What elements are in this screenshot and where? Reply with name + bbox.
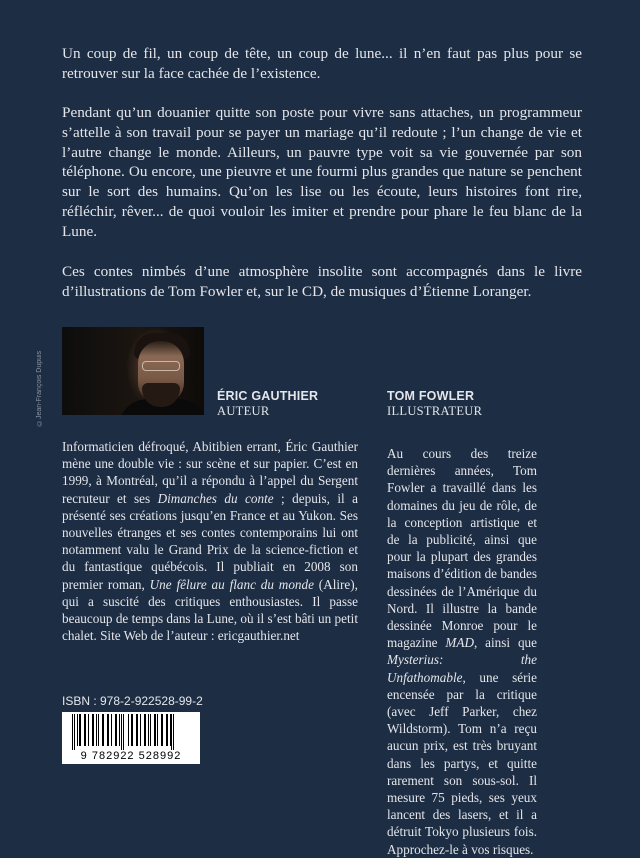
barcode-bar [119,714,120,746]
author-bio-text-2: ; depuis, il a présenté ses créations jusqu’en France et au Yukon. Ses nouvelles étranges et ses contes contemporains lui ont notamment valu le Grand Prix de la science-fiction et du fantastique québécois. Il publiait en 2008 son premier roman, [62,490,358,592]
illustrator-bio-text-2: , ainsi que [473,635,537,651]
barcode [62,712,200,764]
illustrator-bio-text-1: Au cours des treize dernières années, Tom Fowler a travaillé dans les domaines du jeu de rôle, de la conception artistique et de la publicité, ainsi que pour la plupart des grandes maisons d’édition de bandes dessinées de l’Amérique du Nord. Il illustre la bande dessinée Monroe pour le magazine [387,446,537,651]
author-bio-text-3: (Alire), qui a suscité des critiques enthousiastes. Il passe beaucoup de temps dans la Lune, où il s’est bâti un petit chalet. Site Web de l’auteur : ericgauthier.net [62,576,358,644]
barcode-bar [72,714,73,750]
barcode-bar [128,714,129,746]
barcode-bar [96,714,97,746]
illustrator-bio-title-2: Mysterius: the Unfathomable [387,652,537,685]
barcode-bar [84,714,86,746]
barcode-bar [136,714,138,746]
intro-paragraph-2: Pendant qu’un douanier quitte son poste pour vivre sans attaches, un programmeur s’attelle à son travail pour se payer un mariage qu’il redoute ; l’un change de vie et l’autre change le monde. Ailleurs, un pauvre type voit sa vie gouvernée par son téléphone. Ou encore, une pieuvre et une fourmi plus grandes que nature se penchent sur le sort des humains. Qu’on les lise ou les écoute, leurs histoires font rire, réfléchir, rêver... de quoi vouloir les imiter et prendre pour phare le feu blanc de la Lune. [62,104,582,240]
barcode-bar [88,714,89,746]
illustrator-bio-title-1: MAD [445,635,474,651]
barcode-bar [107,714,109,746]
illustrator-role: ILLUSTRATEUR [387,404,483,418]
illustrator-name: TOM FOWLER [387,389,475,403]
barcode-bar [92,714,94,746]
barcode-bar [144,714,146,746]
barcode-bar [98,714,99,746]
barcode-bar [148,714,149,746]
intro-paragraph-3: Ces contes nimbés d’une atmosphère insolite sont accompagnés dans le livre d’illustrations de Tom Fowler et, sur le CD, de musiques d’Étienne Loranger. [62,263,582,300]
author-bio-title-2: Une fêlure au flanc du monde [149,576,314,592]
barcode-bar [102,714,104,746]
barcode-bar [150,714,151,746]
author-bio [62,438,358,644]
barcode-bar [131,714,133,746]
isbn-label: ISBN : 978-2-922528-99-2 [62,694,203,708]
author-photo [62,327,204,415]
barcode-bar [123,714,124,750]
barcode-number: 9 782922 528992 [80,750,182,762]
barcode-bar [157,714,158,746]
barcode-bar [115,714,117,746]
barcode-bar [74,714,75,750]
author-bio-text-1: Informaticien défroqué, Abitibien errant, Éric Gauthier mène une double vie : sur scène et sur papier. C’est en 1999, à Montréal, qu’il a répondu à l’appel du Sergent recruteur et ses [62,439,358,506]
barcode-bar [166,714,168,746]
intro-paragraph-1: Un coup de fil, un coup de tête, un coup de lune... il n’en faut pas plus pour se retrouver sur la face cachée de l’existence. [62,45,582,82]
barcode-bar [171,714,172,750]
author-role: AUTEUR [217,404,270,418]
illustrator-bio-text-3: , une série encensée par la critique (avec Jeff Parker, chez Wildstorm). Tom n’a reçu aucun prix, est très bruyant dans les partys, et quitte rarement son sous-sol. Il mesure 75 pieds, ses yeux lancent des lasers, et il a détruit Tokyo plusieurs fois. Approchez-le à vos risques. [387,669,537,857]
barcode-bar [140,714,141,746]
illustrator-bio [387,445,537,858]
barcode-bar [154,714,156,746]
barcode-bar [173,714,174,750]
author-name: ÉRIC GAUTHIER [217,389,319,403]
barcode-bar [161,714,163,746]
photo-credit: ©Jean-François Dupuis [36,350,43,426]
barcode-bar [170,714,171,746]
barcode-bar [79,714,81,746]
barcode-bar [77,714,78,746]
barcode-bar [111,714,112,746]
barcode-bar [121,714,122,750]
author-bio-title-1: Dimanches du conte [157,490,274,506]
barcode-bars [68,714,194,750]
